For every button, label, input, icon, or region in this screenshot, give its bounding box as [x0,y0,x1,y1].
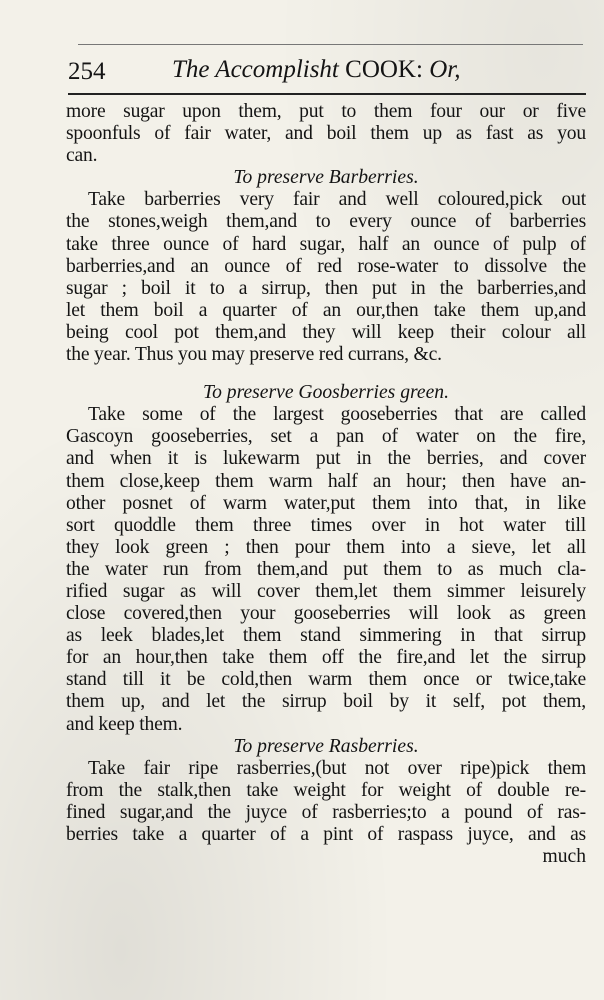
running-title-caps: COOK: [345,56,423,83]
text-line: them close,keep them warm half an hour; then have an- [66,470,586,492]
text-line: take three ounce of hard sugar, half an ounce of pulp of [66,233,586,255]
running-title-tail: Or, [429,56,461,83]
running-title [172,56,460,84]
text-line: berries take a quarter of a pint of raspass juyce, and as [66,824,586,845]
text-line: the water run from them,and put them to as much cla- [66,558,586,580]
text-line: from the stalk,then take weight for weight of double re- [66,779,586,801]
text-line: close covered,then your gooseberries will look as green [66,603,586,625]
text-line: being cool pot them,and they will keep their colour all [66,321,586,343]
text-line: for an hour,then take them off the fire,and let the sirrup [66,647,586,669]
text-line: the year. Thus you may preserve red currans, &c. [66,344,442,366]
text-line: fined sugar,and the juyce of rasberries;to a pound of ras- [66,801,586,823]
text-line: and keep them. [66,713,183,735]
text-line: Gascoyn gooseberries, set a pan of water on the fire, [66,426,586,448]
text-line: sort quoddle them three times over in hot water till [66,514,586,536]
text-line: Take some of the largest gooseberries that are called [88,404,586,426]
text-line: can. [66,145,98,167]
top-rule [78,44,583,45]
text-line: they look green ; then pour them into a sieve, let all [66,536,586,558]
section-heading-barberries: To preserve Barberries. [233,167,419,189]
text-line: Take fair ripe rasberries,(but not over ripe)pick them [88,757,586,779]
text-line: them up, and let the sirrup boil by it self, pot them, [66,691,586,713]
text-line: Take barberries very fair and well coloured,pick out [88,189,586,211]
text-line: more sugar upon them, put to them four our or five [66,101,586,122]
text-line: and when it is lukewarm put in the berries, and cover [66,448,586,470]
page-number: 254 [68,58,106,85]
text-line: let them boil a quarter of an our,then take them up,and [66,299,586,321]
catchword: much [542,846,586,868]
text-line: rified sugar as will cover them,let them simmer leisurely [66,580,586,602]
text-line: as leek blades,let them stand simmering in that sirrup [66,625,586,647]
page-header [68,52,588,92]
section-heading-gooseberries: To preserve Goosberries green. [203,382,449,404]
text-line: spoonfuls of fair water, and boil them up as fast as you [66,123,586,145]
text-line: sugar ; boil it to a sirrup, then put in the barberries,and [66,277,586,299]
running-title-italic: The Accomplisht [172,56,339,83]
text-line: other posnet of warm water,put them into that, in like [66,492,586,514]
text-line: the stones,weigh them,and to every ounce of barberries [66,211,586,233]
paragraph-gap [66,366,586,382]
text-line: barberries,and an ounce of red rose-water to dissolve the [66,255,586,277]
section-heading-rasberries: To preserve Rasberries. [233,735,419,757]
body-text [66,101,586,868]
header-rule [68,93,586,95]
text-line: stand till it be cold,then warm them once or twice,take [66,669,586,691]
